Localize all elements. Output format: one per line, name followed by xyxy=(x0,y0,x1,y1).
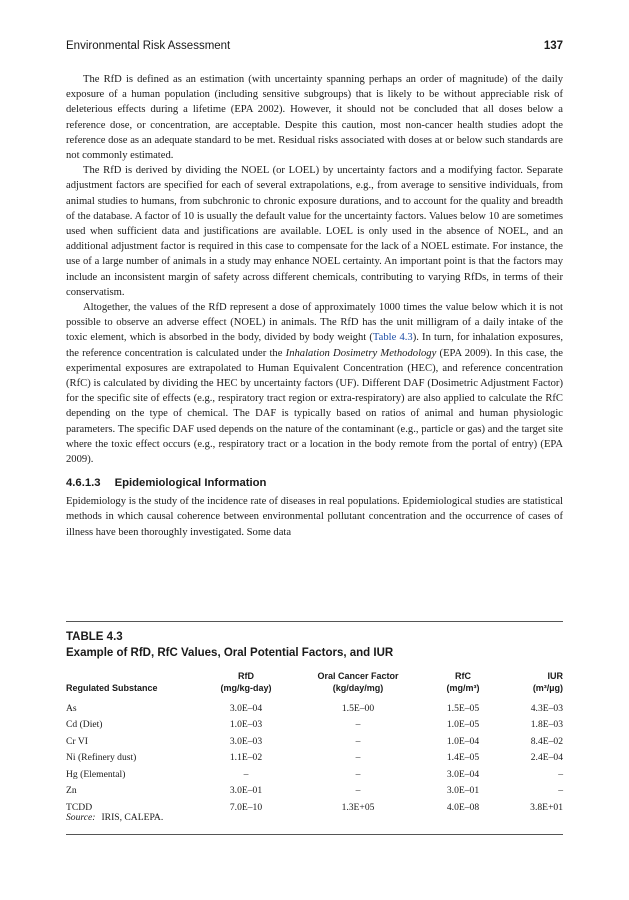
data-table xyxy=(66,671,563,816)
paragraph-rfd-definition: The RfD is defined as an estimation (with uncertainty spanning perhaps an order of magnitude) of the daily exposure of a human population (including sensitive subgroups) that is likely to be without appreciable risk of deleterious effects during a lifetime (EPA 2002). However, it should not be concluded that all doses below a reference dose, or concentration, are acceptable. Despite this caution, most non-cancer health studies adopt the reference dose as an adequate standard to be met. Residual risks associated with doses at or below such standards are not commonly estimated. xyxy=(66,74,563,162)
table-cell: 1.8E–03 xyxy=(530,719,563,731)
table-cell: – xyxy=(355,735,361,747)
table-cell: 3.0E–04 xyxy=(229,702,263,714)
table-cell: 4.3E–03 xyxy=(530,702,563,714)
column-header: RfC xyxy=(455,671,471,681)
table-cell: Hg (Elemental) xyxy=(66,768,126,780)
table-row xyxy=(66,733,563,750)
table-cell: 3.0E–03 xyxy=(229,735,263,747)
table-row xyxy=(66,700,563,717)
table-cell: 3.0E–01 xyxy=(446,785,480,797)
table-row xyxy=(66,717,563,734)
table-row xyxy=(66,750,563,767)
table-cell: – xyxy=(558,785,563,797)
column-header: RfD xyxy=(238,671,254,681)
section-title: Epidemiological Information xyxy=(114,477,267,490)
table-cell: – xyxy=(355,768,361,780)
table-header-row xyxy=(66,671,563,683)
table-row xyxy=(66,766,563,783)
source-label: Source: xyxy=(66,812,96,823)
column-header xyxy=(66,671,194,683)
table-cell: – xyxy=(355,752,361,764)
table-source xyxy=(66,812,163,823)
column-unit: (mg/m³) xyxy=(446,682,480,693)
table-cell: 1.3E+05 xyxy=(341,801,375,813)
italic-title: Inhalation Dosimetry Methodology xyxy=(285,347,437,359)
table-cell: 1.0E–04 xyxy=(446,735,480,747)
column-header: IUR xyxy=(547,671,563,681)
table-cell: – xyxy=(558,768,563,780)
body-text xyxy=(66,72,563,540)
table-cell: 1.1E–02 xyxy=(229,752,263,764)
table-caption xyxy=(66,629,563,661)
table-cell: – xyxy=(243,768,249,780)
table-cell: Ni (Refinery dust) xyxy=(66,752,137,764)
table-cell: 1.4E–05 xyxy=(446,752,480,764)
table-cell: – xyxy=(355,719,361,731)
table-header-row xyxy=(66,683,563,701)
column-header: Regulated Substance xyxy=(66,682,158,693)
table-row xyxy=(66,783,563,800)
paragraph-epidemiology: Epidemiology is the study of the incidence rate of diseases in real populations. Epidemiological studies are statistical methods in which causal coherence between environmental pollutant concentration and the occurrence of cases of illness have been thoroughly investigated. Some data xyxy=(66,496,563,538)
section-number: 4.6.1.3 xyxy=(66,477,101,490)
table-cell: 1.0E–05 xyxy=(446,719,480,731)
table-cell: Cd (Diet) xyxy=(66,719,103,731)
table-cell: Cr VI xyxy=(66,735,88,747)
source-text: IRIS, CALEPA. xyxy=(101,812,164,823)
paragraph-text: Altogether, the values of the RfD represent a dose of approximately 1000 times the value below which it is not possible to observe an adverse effect (NOEL) in animals. The RfD has the unit milligram of a daily intake of the toxic element, which is absorbed in the body, divided by body weight ( xyxy=(66,302,563,344)
table-cell: – xyxy=(355,785,361,797)
table-label: TABLE 4.3 xyxy=(66,631,123,643)
table-cell: 3.0E–04 xyxy=(446,768,480,780)
table-cell: TCDD xyxy=(66,801,93,813)
paragraph-text: ). In turn, for inhalation exposures, the reference concentration is calculated under the xyxy=(66,332,563,359)
table-cell: As xyxy=(66,702,77,714)
paragraph-rfd-derivation: The RfD is derived by dividing the NOEL (or LOEL) by uncertainty factors and a modifying factor. Separate adjustment factors are specified for each of several extrapolations, e.g., from average to sensitive individuals, from animal studies to humans, from subchronic to chronic exposure durations, and to account for the quality and breadth of the database. A factor of 10 is usually the default value for the uncertainty factors. Values below 10 are sometimes used when sufficient data and justifications are available. LOEL is only used in the absence of NOEL, and an additional adjustment factor is required in this case to compensate for the lack of a NOEL estimate. For instance, the use of a large number of animals in a study may enhance NOEL certainty. An important point is that the factors may include an inconsistent margin of safety across different chemicals, contributing to varying RfDs, in terms of their conservatism. xyxy=(66,165,563,298)
table-title: Example of RfD, RfC Values, Oral Potential Factors, and IUR xyxy=(66,647,394,659)
table-cell: 1.5E–05 xyxy=(446,702,480,714)
table-top-rule xyxy=(66,621,563,622)
column-unit: (kg/day/mg) xyxy=(332,682,384,693)
table-cell: 8.4E–02 xyxy=(530,735,563,747)
section-heading xyxy=(66,476,563,491)
running-title: Environmental Risk Assessment xyxy=(66,40,231,52)
running-header xyxy=(66,40,563,56)
table-cell: Zn xyxy=(66,785,77,797)
table-cell: 7.0E–10 xyxy=(229,801,263,813)
table-bottom-rule xyxy=(66,834,563,835)
table-cell: 1.5E–00 xyxy=(341,702,375,714)
column-header: Oral Cancer Factor xyxy=(317,671,399,681)
table-cell: 2.4E–04 xyxy=(530,752,563,764)
paragraph-rfd-values xyxy=(66,300,563,467)
table-cell: 3.0E–01 xyxy=(229,785,263,797)
table-4-3-link[interactable]: Table 4.3 xyxy=(372,332,413,344)
paragraph-text: (EPA 2009). In this case, the experimental exposures are extrapolated to Human Equivalent Concentration (HEC), and reference concentration (RfC) is calculated by dividing the HEC by uncertainty factors (UF). Different DAF (Dosimetric Adjustment Factor) for the specific site of effects (e.g., respiratory tract region or extra-respiratory) are also applied to calculate the RfC depending on the type of chemical. The DAF is typically based on ratios of animal and human physiologic parameters. The specific DAF used depends on the nature of the contaminant (e.g., particle or gas) and the target site where the toxic effect occurs (e.g., respiratory tract or a location in the body remote from the portal of entry) (EPA 2009). xyxy=(66,347,563,466)
table-cell: 4.0E–08 xyxy=(446,801,480,813)
column-unit: (mg/kg-day) xyxy=(220,682,272,693)
column-unit: (m³/µg) xyxy=(532,682,563,693)
table-cell: 1.0E–03 xyxy=(229,719,263,731)
table-cell: 3.8E+01 xyxy=(530,801,563,813)
page-number: 137 xyxy=(543,40,563,52)
